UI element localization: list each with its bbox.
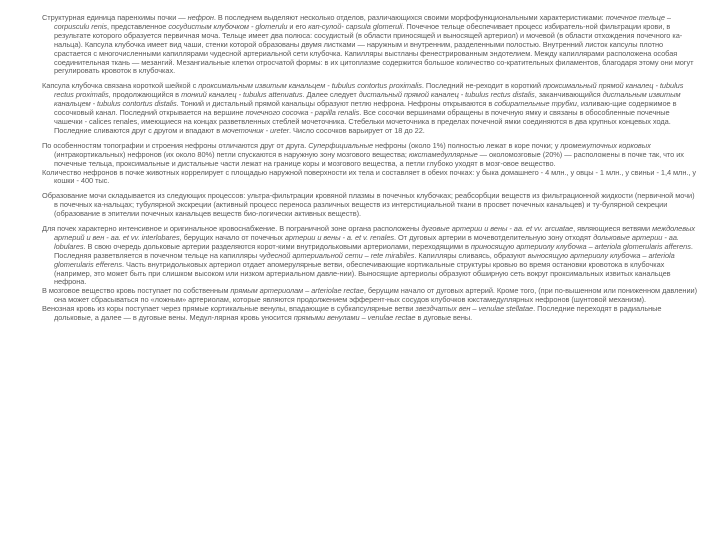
- text-run: , изливаю-щие содержимое в сосочковый канал. Последний открывается на вершине: [54, 99, 677, 118]
- text-run: . Тонкий и дистальный прямой канальцы образуют петлю нефрона. Нефроны открываются в: [176, 99, 495, 109]
- text-run: . Почечное тельце обеспечивает процесс избиратель-ной фильтрации крови, в результате которого образуется первичная моча. Тельце имеет два полюса: сосудистый (в области приносящей и выносящей артериол) и мочевой (в области отхождения почечного ка-нальца). Капсула клубочка имеет вид чаши, стенки которой образованы двумя листками — наружным и внутренним, разделенными полостью. Внутренний листок капсулы плотно срастается с многочисленными капиллярами чудесной артериальной сети клубочка. Капилляры выстланы фенестрированным эндотелием. Между капиллярами расположена особая соединительная ткань — мезангий. Мезангиальные клетки отросчатой формы: в их цитоплазме содержится большое количество со-кратительных филаментов, благодаря этому они могут регулировать кровоток в клубочках.: [54, 21, 694, 76]
- paragraph: [42, 14, 698, 76]
- document-body: [42, 14, 698, 323]
- paragraph: [42, 225, 698, 287]
- text-run: нефроны (около 1%) полностью лежат в коре почки; у: [373, 140, 561, 150]
- text-run: Венозная кровь из коры поступает через прямые кортикальные венулы, впадающие в субкапсулярные ветви: [42, 304, 416, 314]
- text-run: . Часть внутридольковых артериол отдает апомерулярные ветви, обеспечивающие кортикальные структуры кровью во время остановки кровотока в клубочках (например, это может быть при слишком высоком или низком артериальном давле-нии). Выносящие артериолы образуют обширную сеть вокруг проксимальных извитых канальцев нефрона.: [54, 259, 671, 287]
- text-run: , продолжающийся в: [108, 90, 182, 100]
- italic-term: промежуточных корковых: [560, 140, 651, 150]
- text-run: и его: [287, 21, 309, 31]
- text-run: , берущих начало от почечных: [179, 232, 285, 242]
- text-run: . Последний не-реходит в короткий: [421, 81, 543, 91]
- italic-term: дистальный прямой каналец - tubulus rectus distalis: [358, 90, 535, 100]
- text-run: , представленное: [107, 21, 169, 31]
- italic-term: звездчатых вен – venulae stellatae: [415, 304, 534, 314]
- document-page: [42, 14, 698, 323]
- italic-term: почечное тельце – corpusculu renis: [54, 13, 671, 31]
- text-run: В мозговое вещество кровь поступает по собственным: [42, 286, 231, 296]
- italic-term: нефрон: [187, 13, 214, 22]
- text-run: — околомозговые (20%) — расположены в почке так, что их почечные тельца, проксимальные и дистальные части лежат на границе коры и мозгового вещества, а петли глубоко уходят в мозг-овое вещество.: [54, 149, 684, 168]
- italic-term: проксимальным извитым канальцем - tubulus contortus proximalis: [198, 81, 422, 91]
- text-run: . Число сосочков варьирует от 18 до 22.: [289, 125, 425, 135]
- text-run: , являющиеся ветвями: [573, 224, 653, 234]
- italic-term: собирательные трубки: [494, 99, 577, 109]
- text-run: (интракортикальных) нефронов (их около 80%) петли спускаются в наружную зону мозгового вещества;: [54, 149, 409, 159]
- italic-term: дольковые артерии - aa. lobulares: [54, 232, 679, 251]
- text-run: . В последнем выделяют несколько отделов, различающихся своими морфофункциональными характеристиками:: [213, 13, 606, 22]
- text-run: в дуговые вены.: [415, 313, 473, 323]
- italic-term: приносящую артериолу клубочка – arteriola glomerularis afferens: [470, 241, 691, 251]
- text-run: , берущим начало от дуговых артерий. Кроме того, (при по-вышенном или пониженном давлении) она может сбрасываться по «ложным» артериолам, которые являются продолжением эфферент-ных сосудов клубочков юкстамедуллярных нефронов (шунтовой механизм).: [54, 286, 698, 305]
- text-run: Образование мочи складывается из следующих процессов: ультра-фильтрации кровяной плазмы в почечных клубочках; реабсорбции веществ из фильтрационной жидкости (первичной мочи) в почечных ка-нальцах; тубулярной экскреции (активный процесс переноса различных веществ из интерстициальной ткани в просвет почечных канальцев) и ту-булярной секреции (образование в эпителии почечных канальцев веществ био-логически активных веществ).: [42, 191, 695, 219]
- italic-term: прямыми венулами – venulae rectae: [293, 313, 416, 323]
- italic-term: дистальным извитым канальцем - tubulus contortus distalis: [54, 90, 681, 109]
- text-run: . От дуговых артерии в мочевотделительную зону отходят: [394, 232, 594, 242]
- italic-term: тонкий каналец - tubulus attenuatus: [181, 90, 303, 100]
- italic-term: прямым артериолам – arteriolae rectae: [230, 286, 364, 296]
- italic-term: юкстамедуллярные: [408, 149, 478, 159]
- italic-term: междолевых артерий и вен - aa. et vv. interlobares: [54, 224, 696, 242]
- text-run: . Все сосочки вершинами обращены в почечную ямку и связаны в обособленные почечные чашечки - calices renales, имеющиеся на концах разветвленных стеблей мочеточника. Стебельки мочеточника в пределах почечной ямки соединяются в два крупных концевых хода. Последние сливаются друг с другом и впадают в: [54, 108, 671, 135]
- text-run: . Последние переходят в радиальные дольковые, а далее — в дуговые вены. Медул-лярная кровь уносится: [54, 304, 662, 323]
- italic-term: почечного сосочка - papilla renalis: [245, 108, 360, 118]
- text-run: Для почек характерно интенсивное и оригинальное кровоснабжение. В пограничной зоне органа расположены: [42, 224, 422, 234]
- text-run: Капсула клубочка связана короткой шейкой с: [42, 81, 199, 91]
- italic-term: артерии и вены - a. et v. renales: [284, 232, 395, 242]
- paragraph: [42, 192, 698, 219]
- text-run: Количество нефронов в почке животных коррелирует с площадью наружной поверхности их тела и составляет в обеих почках: у быка домашнего - 4 млн., у овцы - 1 млн., у свиньи - 1,4 млн., у кошки - 400 тыс.: [42, 167, 697, 186]
- paragraph: [42, 169, 698, 187]
- paragraph: [42, 142, 698, 169]
- text-run: Структурная единица паренхимы почки —: [42, 13, 188, 22]
- italic-term: проксимальный прямой каналец - tubulus rectus proximalis: [54, 81, 684, 100]
- text-run: . Далее следует: [302, 90, 359, 100]
- italic-term: мочеточник - ureter: [222, 125, 290, 135]
- paragraph: [42, 305, 698, 323]
- italic-term: выносящую артериолу клубочка – arteriola glomerularis efferens: [54, 250, 675, 269]
- text-run: По особенностям топографии и строения нефроны отличаются друг от друга.: [42, 140, 309, 150]
- text-run: . Капилляры сливаясь, образуют: [414, 250, 528, 260]
- italic-term: дуговые артерии и вены - aa. et vv. arcuatae: [421, 224, 574, 234]
- text-run: . Последняя разветвляется в почечном тельце на капилляры: [54, 241, 693, 260]
- italic-term: Суперфициальные: [308, 140, 374, 150]
- paragraph: [42, 287, 698, 305]
- italic-term: чудесной артериальной сети – rete mirabiles: [259, 250, 415, 260]
- text-run: , заканчивающийся: [534, 90, 603, 100]
- paragraph: [42, 82, 698, 135]
- italic-term: кап-сулой- capsula glomeruli: [308, 21, 403, 31]
- italic-term: сосудистым клубочком - glomerulu: [168, 21, 288, 31]
- text-run: . В свою очередь дольковые артерии разделяются корот-кими внутридольковыми артериолами, переходящими в: [83, 241, 471, 251]
